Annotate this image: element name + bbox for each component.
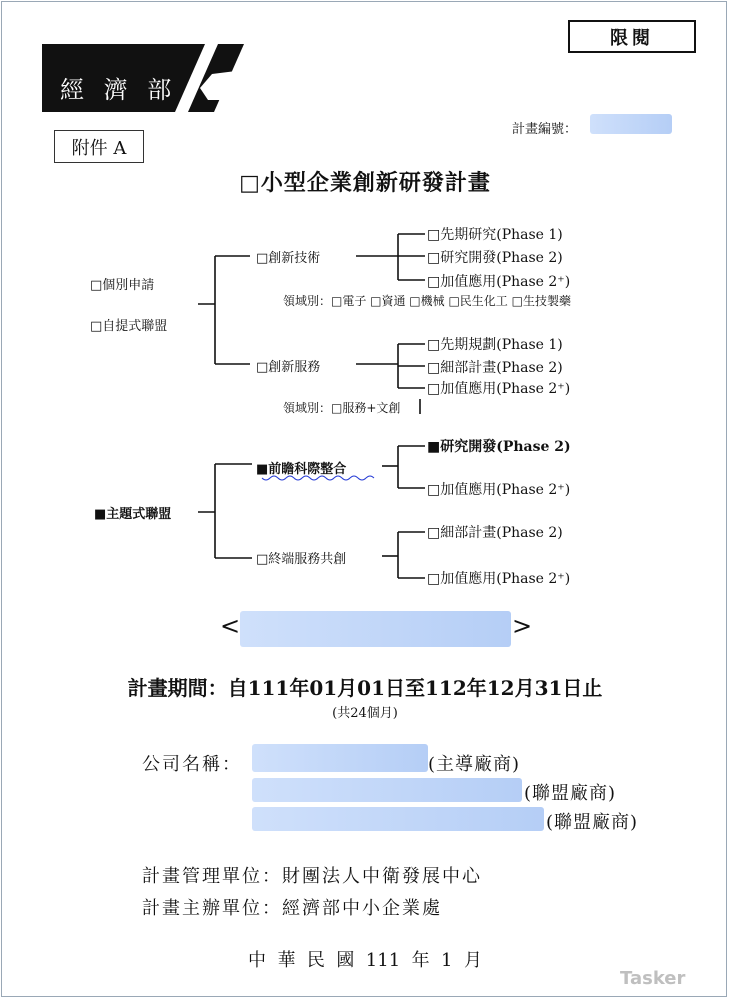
classification-badge: 限閱 (568, 20, 696, 53)
annex-label: 附件 A (54, 130, 144, 163)
management-unit: 計畫管理單位：財團法人中衛發展中心 (142, 866, 482, 887)
theme2-phase-2: □細部計畫(Phase 2) (427, 525, 563, 541)
project-name-bracket-left: < (220, 612, 241, 640)
branch-innovation-service: □創新服務 (256, 360, 321, 375)
service-fields: 領域別：□服務+文創 (283, 401, 401, 415)
project-number-label: 計畫編號： (512, 122, 578, 137)
service-phase-2: □細部計畫(Phase 2) (427, 360, 563, 376)
project-name-bracket-right: > (512, 612, 533, 640)
branch-frontier-integration: ■前瞻科際整合 (256, 462, 347, 477)
theme2-phase-2-plus: □加值應用(Phase 2⁺) (427, 571, 571, 587)
service-phase-2-plus: □加值應用(Phase 2⁺) (427, 381, 571, 397)
tech-phase-2: □研究開發(Phase 2) (427, 250, 563, 266)
option-self-proposed-alliance: □自提式聯盟 (90, 319, 168, 334)
redacted-company-partner-2 (252, 807, 544, 831)
project-duration: (共24個月) (332, 706, 398, 721)
service-phase-1: □先期規劃(Phase 1) (427, 337, 563, 353)
ministry-name: 經 濟 部 (60, 76, 178, 104)
company-role-partner-2: (聯盟廠商) (546, 812, 639, 833)
branch-innovation-tech: □創新技術 (256, 251, 321, 266)
tech-fields: 領域別：□電子 □資通 □機械 □民生化工 □生技製藥 (283, 294, 571, 308)
branch-terminal-service: □終端服務共創 (256, 552, 347, 567)
option-individual: □個別申請 (90, 278, 155, 293)
tech-phase-1: □先期研究(Phase 1) (427, 227, 563, 243)
tech-phase-2-plus: □加值應用(Phase 2⁺) (427, 274, 571, 290)
company-role-lead: (主導廠商) (428, 754, 521, 775)
theme1-phase-2-plus: □加值應用(Phase 2⁺) (427, 482, 571, 498)
project-period: 計畫期間：自111年01月01日至112年12月31日止 (127, 676, 603, 700)
theme1-phase-2: ■研究開發(Phase 2) (427, 439, 571, 455)
company-role-partner-1: (聯盟廠商) (524, 783, 617, 804)
date-line: 中 華 民 國 111 年 1 月 (248, 950, 482, 971)
organizer-unit: 計畫主辦單位：經濟部中小企業處 (142, 898, 442, 919)
document-title: □小型企業創新研發計畫 (239, 170, 491, 196)
tasker-watermark: Tasker (620, 968, 686, 989)
company-label: 公司名稱： (142, 754, 242, 775)
redacted-company-partner-1 (252, 778, 522, 802)
redacted-company-lead (252, 744, 428, 772)
option-theme-alliance: ■主題式聯盟 (94, 507, 172, 522)
redacted-project-name (240, 611, 511, 647)
